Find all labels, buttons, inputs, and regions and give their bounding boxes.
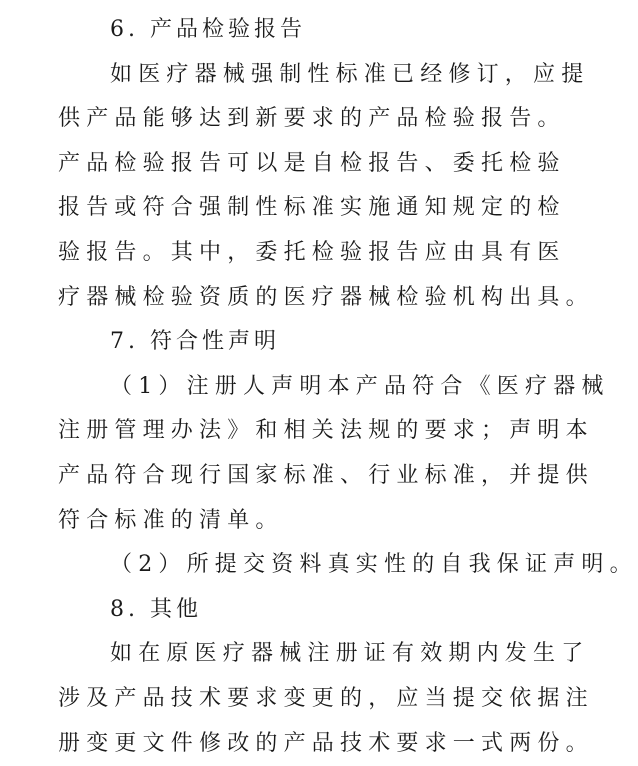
paragraph-line: 疗器械检验资质的医疗器械检验机构出具。	[58, 276, 572, 321]
paragraph-line: 如医疗器械强制性标准已经修订，应提	[58, 53, 572, 98]
paragraph-line: 涉及产品技术要求变更的，应当提交依据注	[58, 677, 572, 722]
section-heading-6: 6. 产品检验报告	[58, 8, 572, 53]
paragraph-line: 报告或符合强制性标准实施通知规定的检	[58, 186, 572, 231]
paragraph-line: 符合标准的清单。	[58, 499, 572, 544]
paragraph-line: （2）所提交资料真实性的自我保证声明。	[58, 543, 572, 588]
paragraph-line: 册变更文件修改的产品技术要求一式两份。	[58, 722, 572, 766]
section-heading-7: 7. 符合性声明	[58, 320, 572, 365]
paragraph-line: 验报告。其中，委托检验报告应由具有医	[58, 231, 572, 276]
paragraph-line: 产品符合现行国家标准、行业标准，并提供	[58, 454, 572, 499]
paragraph-line: （1）注册人声明本产品符合《医疗器械	[58, 365, 572, 410]
paragraph-line: 供产品能够达到新要求的产品检验报告。	[58, 97, 572, 142]
paragraph-line: 产品检验报告可以是自检报告、委托检验	[58, 142, 572, 187]
paragraph-line: 注册管理办法》和相关法规的要求；声明本	[58, 409, 572, 454]
paragraph-line: 如在原医疗器械注册证有效期内发生了	[58, 632, 572, 677]
section-heading-8: 8. 其他	[58, 588, 572, 633]
